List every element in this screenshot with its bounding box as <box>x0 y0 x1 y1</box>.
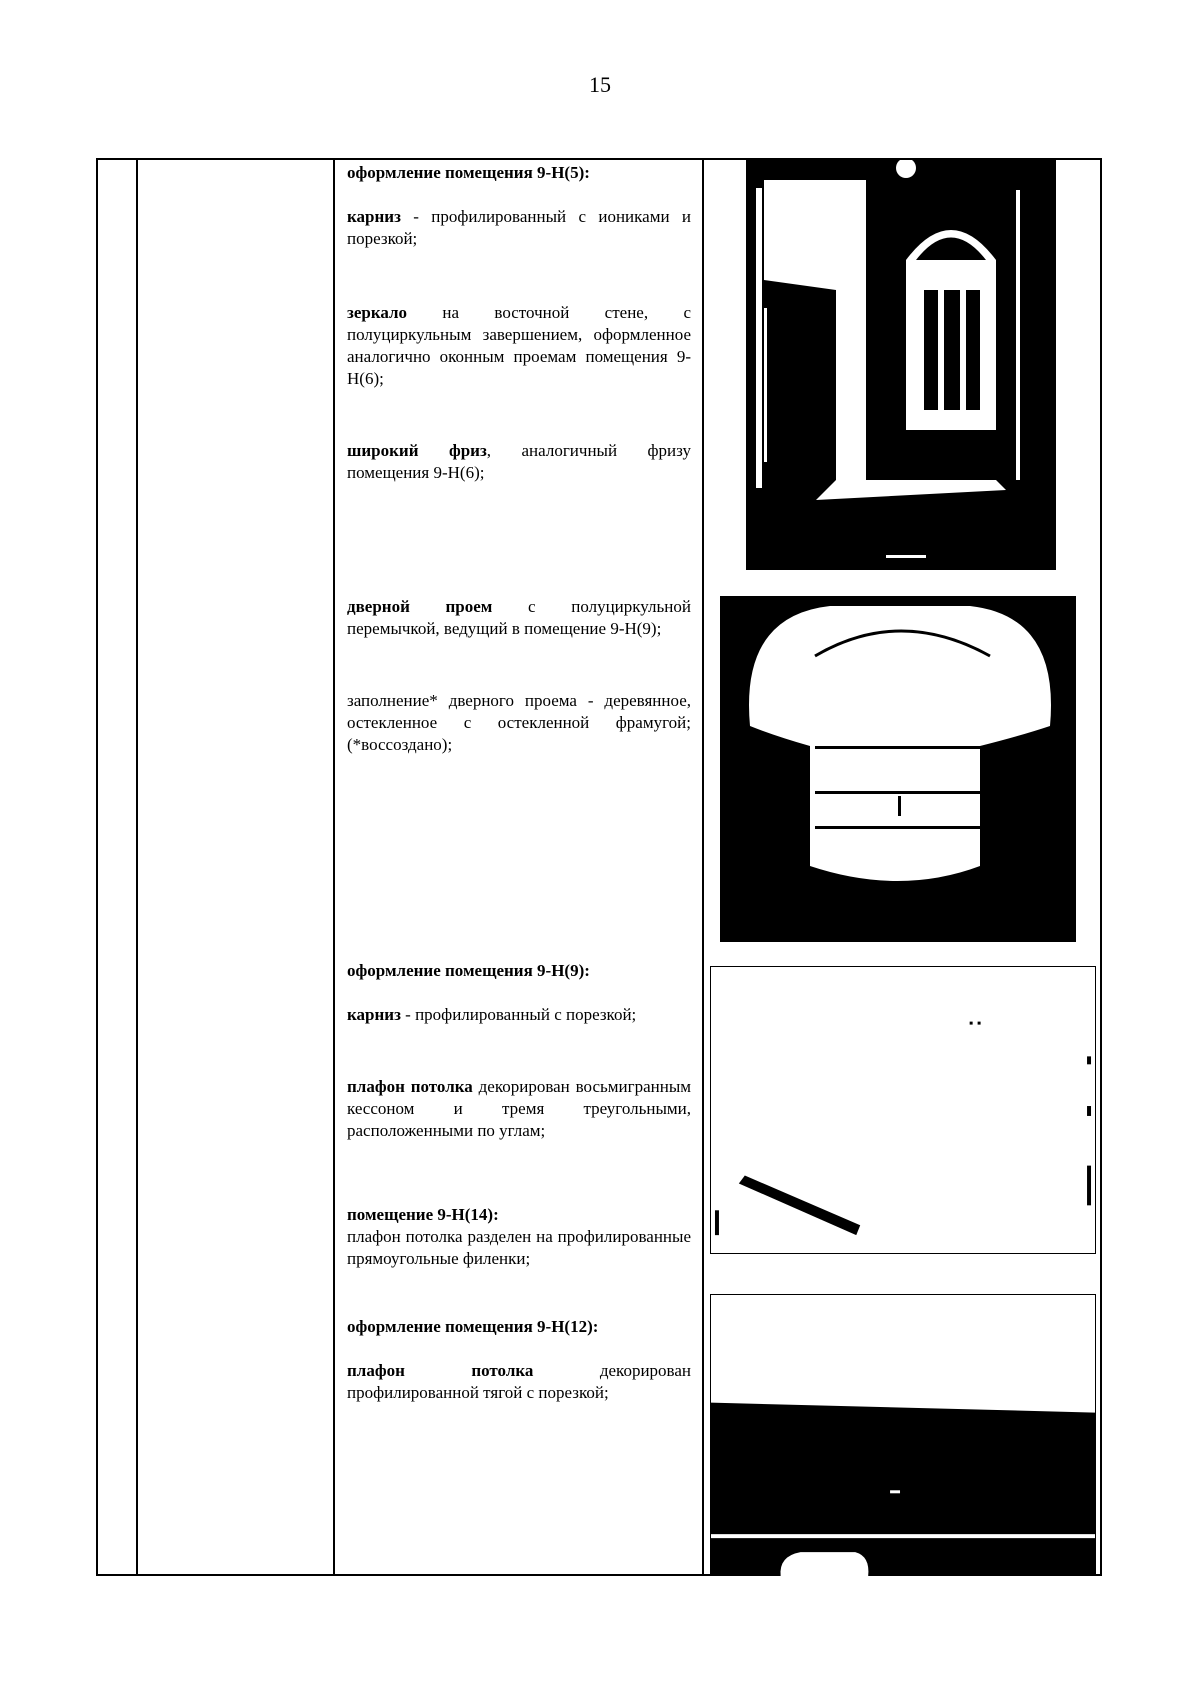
item-text: с полуциркульной перемычкой, ведущий в помещение 9-Н(9); <box>347 597 691 638</box>
item-text: плафон потолка разделен на профилированные прямоугольные филенки; <box>347 1227 691 1268</box>
item-term: зеркало <box>347 303 408 322</box>
item-term: плафон потолка <box>347 1361 534 1380</box>
photo-doorway-9n9 <box>720 596 1076 942</box>
section-heading: оформление помещения 9-Н(9): <box>347 961 590 980</box>
item-term: помещение 9-Н(14): <box>347 1205 499 1224</box>
item-term: карниз <box>347 1005 401 1024</box>
section-9n9 <box>347 960 691 982</box>
photo-interior-9n5 <box>746 160 1056 570</box>
column-divider <box>333 160 335 1574</box>
item-room-9n14 <box>347 1204 691 1270</box>
description-table <box>96 158 1102 1576</box>
item-mirror-9n5 <box>347 302 691 390</box>
item-text: , аналогичный фризу помещения 9-Н(6); <box>347 441 691 482</box>
item-plafond-9n9 <box>347 1076 691 1142</box>
item-term: карниз <box>347 207 401 226</box>
photo-ceiling-9n9 <box>710 966 1096 1254</box>
item-door-fill <box>347 690 691 756</box>
item-term: широкий фриз <box>347 441 487 460</box>
section-9n12 <box>347 1316 691 1338</box>
item-cornice-9n5 <box>347 206 691 250</box>
item-text: декорирован восьмигранным кессоном и тремя треугольными, расположенными по углам; <box>347 1077 691 1140</box>
item-text: - профилированный с иониками и порезкой; <box>347 207 691 248</box>
column-divider <box>702 160 704 1574</box>
section-heading: оформление помещения 9-Н(5): <box>347 163 590 182</box>
section-9n5 <box>347 162 691 184</box>
item-text: заполнение* дверного проема - деревянное, остекленное с остекленной фрамугой; (*воссоздано); <box>347 691 691 754</box>
item-term: плафон потолка <box>347 1077 473 1096</box>
item-frieze-9n5 <box>347 440 691 484</box>
section-heading: оформление помещения 9-Н(12): <box>347 1317 599 1336</box>
item-text: декорирован профилированной тягой с порезкой; <box>347 1361 691 1402</box>
item-text: - профилированный с порезкой; <box>400 1005 637 1024</box>
item-text: на восточной стене, с полуциркульным завершением, оформленное аналогично оконным проемам помещения 9-Н(6); <box>347 303 691 388</box>
page-number: 15 <box>589 72 611 97</box>
item-cornice-9n9 <box>347 1004 691 1026</box>
column-divider <box>136 160 138 1574</box>
item-term: дверной проем <box>347 597 493 616</box>
item-doorway-9n9 <box>347 596 691 640</box>
photo-ceiling-9n12 <box>710 1294 1096 1576</box>
item-plafond-9n12 <box>347 1360 691 1404</box>
